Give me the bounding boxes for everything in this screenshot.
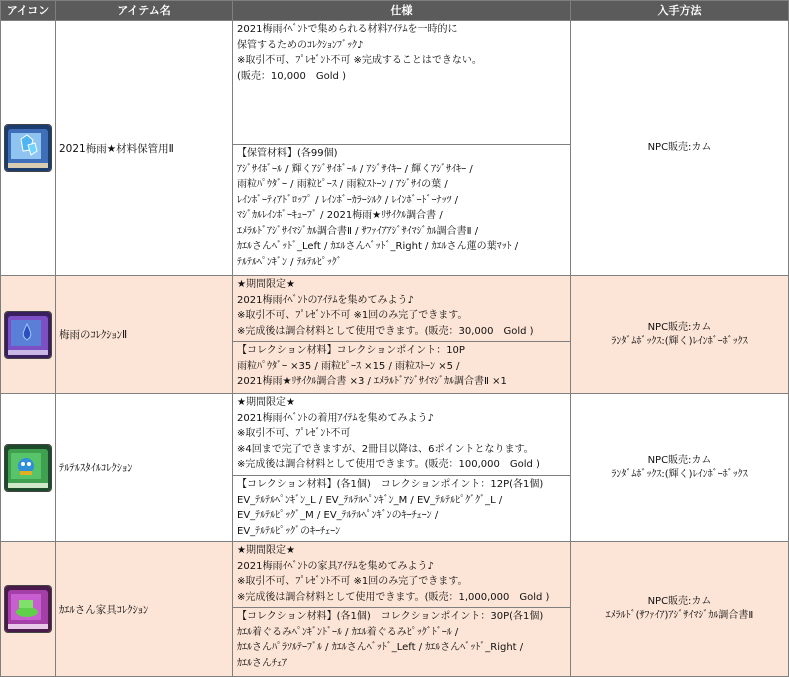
spec-line: ※完成後は調合材料として使用できます。(販売：30,000 Gold ) — [237, 325, 534, 337]
acquisition-line: NPC販売:カム — [647, 321, 712, 333]
spec-line: 【コレクション材料】(各1個) コレクションポイント：30P(各1個) — [237, 611, 544, 622]
table-row — [1, 542, 789, 608]
spec-line: ★期間限定★ — [237, 397, 295, 408]
item-name: 梅雨のｺﾚｸｼｮﾝⅡ — [56, 276, 233, 394]
spec-line: ※4回まで完了できますが、2冊目以降は、6ポイントとなります。 — [237, 443, 534, 455]
acquisition-line: ﾗﾝﾀﾞﾑﾎﾞｯｸｽ:(輝く)ﾚｲﾝﾎﾞｰﾎﾞｯｸｽ — [611, 335, 748, 347]
spec-line: ﾚｲﾝﾎﾞｰﾃｨｱﾄﾞﾛｯﾌﾟ / ﾚｲﾝﾎﾞｰｶﾗｰｼﾙｸ / ﾚｲﾝﾎﾞｰﾄﾞｰﾅｯﾂ / — [237, 194, 459, 206]
acquisition-line: NPC販売:カム — [647, 596, 712, 607]
spec-line: ★期間限定★ — [237, 279, 295, 290]
spec-materials — [233, 342, 571, 394]
header-name: アイテム名 — [56, 1, 233, 21]
spec-line: ｴﾒﾗﾙﾄﾞｱｼﾞｻｲﾏｼﾞｶﾙ調合書Ⅱ / ｻﾌｧｲｱｱｼﾞｻｲﾏｼﾞｶﾙ調合書Ⅱ / — [237, 225, 479, 237]
spec-line: ※取引不可、ﾌﾟﾚｾﾞﾝﾄ不可 — [237, 428, 351, 439]
spec-line: 2021梅雨ｲﾍﾞﾝﾄの家具ｱｲﾃﾑを集めてみよう♪ — [237, 560, 434, 572]
spec-line: ﾃﾙﾃﾙﾍﾟﾝｷﾞﾝ / ﾃﾙﾃﾙﾋﾟｯｸﾞ — [237, 256, 342, 268]
spec-line: ※完成後は調合材料として使用できます。(販売：1,000,000 Gold ) — [237, 591, 550, 603]
spec-description — [233, 21, 571, 145]
spec-line: ※取引不可、ﾌﾟﾚｾﾞﾝﾄ不可 ※完成することはできない。 — [237, 55, 482, 66]
table-row — [1, 394, 789, 476]
spec-line: 2021梅雨ｲﾍﾞﾝﾄで集められる材料ｱｲﾃﾑを一時的に — [237, 24, 458, 35]
spec-line: 雨粒ﾊﾟｳﾀﾞｰ / 雨粒ﾋﾟｰｽ / 雨粒ｽﾄｰﾝ / ｱｼﾞｻｲの葉 / — [237, 179, 448, 190]
item-name: ﾃﾙﾃﾙｽﾀｲﾙｺﾚｸｼｮﾝ — [56, 394, 233, 542]
spec-line: 【コレクション材料】コレクションポイント：10P — [237, 345, 465, 356]
spec-line: ★期間限定★ — [237, 545, 295, 556]
acquisition-cell — [571, 276, 789, 394]
spec-line: 雨粒ﾊﾟｳﾀﾞｰ ×35 / 雨粒ﾋﾟｰｽ ×15 / 雨粒ｽﾄｰﾝ ×5 / — [237, 360, 460, 372]
spec-description — [233, 542, 571, 608]
spec-materials — [233, 476, 571, 542]
header-spec: 仕様 — [233, 1, 571, 21]
spec-line: ｶｴﾙさんﾊﾟﾗｿﾙﾃｰﾌﾞﾙ / ｶｴﾙさんﾍﾞｯﾄﾞ_Left / ｶｴﾙさんﾍﾞｯﾄﾞ_Right / — [237, 642, 524, 653]
spec-line: 2021梅雨★ﾘｻｲｸﾙ調合書 ×3 / ｴﾒﾗﾙﾄﾞｱｼﾞｻｲﾏｼﾞｶﾙ調合書Ⅱ ×1 — [237, 376, 507, 387]
icon-cell — [1, 276, 56, 394]
acquisition-line: ｴﾒﾗﾙﾄﾞ(ｻﾌｧｲｱ)ｱｼﾞｻｲﾏｼﾞｶﾙ調合書Ⅱ — [605, 610, 754, 621]
spec-line: ※完成後は調合材料として使用できます。(販売：100,000 Gold ) — [237, 459, 540, 470]
acquisition-line: ﾗﾝﾀﾞﾑﾎﾞｯｸｽ:(輝く)ﾚｲﾝﾎﾞｰﾎﾞｯｸｽ — [611, 468, 748, 480]
spec-line: 【コレクション材料】(各1個) コレクションポイント：12P(各1個) — [237, 479, 544, 490]
magenta-book-green-icon — [4, 585, 52, 633]
icon-cell — [1, 394, 56, 542]
acquisition-cell — [571, 394, 789, 542]
spec-line: 2021梅雨ｲﾍﾞﾝﾄの着用ｱｲﾃﾑを集めてみよう♪ — [237, 412, 434, 424]
spec-line: ｶｴﾙさんﾍﾞｯﾄﾞ_Left / ｶｴﾙさんﾍﾞｯﾄﾞ_Right / ｶｴﾙさん蓮の葉ﾏｯﾄ / — [237, 241, 519, 252]
header-icon: アイコン — [1, 1, 56, 21]
spec-description — [233, 276, 571, 342]
spec-line: ｶｴﾙさんﾁｪｱ — [237, 657, 287, 669]
spec-materials — [233, 608, 571, 677]
spec-line: EV_ﾃﾙﾃﾙﾋﾟｯｸﾞのｷｰﾁｪｰﾝ — [237, 525, 341, 537]
table-row — [1, 21, 789, 145]
table-header-row — [1, 1, 789, 21]
item-name: ｶｴﾙさん家具ｺﾚｸｼｮﾝ — [56, 542, 233, 677]
header-how: 入手方法 — [571, 1, 789, 21]
spec-line: ※取引不可、ﾌﾟﾚｾﾞﾝﾄ不可 ※1回のみ完了できます。 — [237, 310, 468, 321]
spec-line: ※取引不可、ﾌﾟﾚｾﾞﾝﾄ不可 ※1回のみ完了できます。 — [237, 576, 468, 587]
spec-materials — [233, 145, 571, 276]
spec-line: 【保管材料】(各99個) — [237, 148, 338, 159]
spec-line: EV_ﾃﾙﾃﾙﾍﾟﾝｷﾞﾝ_L / EV_ﾃﾙﾃﾙﾍﾟﾝｷﾞﾝ_M / EV_ﾃﾙﾃﾙﾋﾟｸﾞｸﾞ_L / — [237, 494, 503, 506]
acquisition-line: NPC販売:カム — [647, 142, 712, 153]
table-row — [1, 276, 789, 342]
green-book-creature-icon — [4, 444, 52, 492]
blue-book-crystal-icon — [4, 124, 52, 172]
spec-description — [233, 394, 571, 476]
icon-cell — [1, 21, 56, 276]
spec-line: 保管するためのｺﾚｸｼｮﾝﾌﾞｯｸ♪ — [237, 39, 364, 51]
acquisition-line: NPC販売:カム — [647, 454, 712, 466]
spec-line: EV_ﾃﾙﾃﾙﾋﾟｯｸﾞ_M / EV_ﾃﾙﾃﾙﾍﾟﾝｷﾞﾝのｷｰﾁｪｰﾝ / — [237, 510, 439, 521]
spec-line: ﾏｼﾞｶﾙﾚｲﾝﾎﾞｰｷｭｰﾌﾞ / 2021梅雨★ﾘｻｲｸﾙ調合書 / — [237, 210, 443, 221]
spec-line: ｶｴﾙ着ぐるみﾍﾟﾝｷﾞﾝﾄﾞｰﾙ / ｶｴﾙ着ぐるみﾋﾟｯｸﾞﾄﾞｰﾙ / — [237, 626, 459, 638]
spec-line: ｱｼﾞｻｲﾎﾞｰﾙ / 輝くｱｼﾞｻｲﾎﾞｰﾙ / ｱｼﾞｻｲｷｰ / 輝くｱｼﾞｻｲｷｰ / — [237, 163, 473, 175]
purple-book-drop-icon — [4, 311, 52, 359]
icon-cell — [1, 542, 56, 677]
spec-line: 2021梅雨ｲﾍﾞﾝﾄのｱｲﾃﾑを集めてみよう♪ — [237, 294, 414, 306]
acquisition-cell — [571, 21, 789, 276]
item-name: 2021梅雨★材料保管用Ⅱ — [56, 21, 233, 276]
acquisition-cell — [571, 542, 789, 677]
spec-line: (販売：10,000 Gold ) — [237, 70, 346, 82]
